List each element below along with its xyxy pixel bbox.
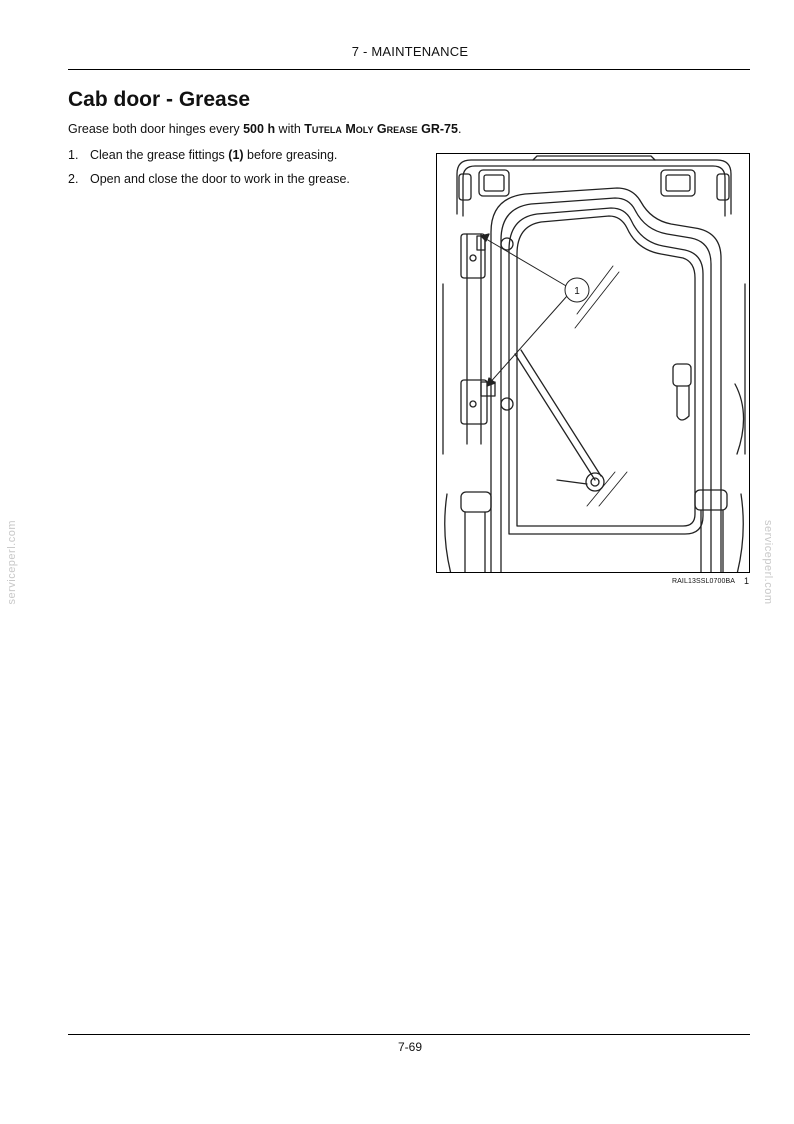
step-number: 1. — [68, 148, 79, 162]
step-item — [68, 148, 350, 162]
figure-callout-label: 1 — [574, 286, 580, 297]
grease-product-code: GR-75 — [417, 122, 458, 136]
figure-number: 1 — [744, 576, 750, 586]
step-text: Clean the grease fittings (1) before greasing. — [90, 148, 338, 162]
watermark-right: serviceperl.com — [762, 520, 774, 605]
page-number: 7-69 — [397, 1040, 423, 1054]
procedure-steps — [68, 148, 350, 196]
callout-ref: (1) — [228, 148, 244, 162]
intro-text-end: . — [457, 122, 462, 136]
grease-interval: 500 h — [243, 122, 276, 136]
footer-divider — [68, 1034, 750, 1035]
cab-door-illustration — [436, 153, 750, 573]
header-divider — [68, 69, 750, 70]
step-number: 2. — [68, 172, 79, 186]
step-item — [68, 172, 350, 186]
watermark-left: serviceperl.com — [6, 520, 18, 605]
intro-paragraph — [68, 122, 461, 136]
grease-product: Tutela Moly Grease — [304, 122, 418, 136]
running-header: 7 - MAINTENANCE — [351, 44, 469, 59]
step-text: Open and close the door to work in the grease. — [90, 172, 350, 186]
intro-text-before: Grease both door hinges every — [68, 122, 244, 136]
page-title: Cab door - Grease — [68, 88, 251, 111]
intro-text-middle: with — [275, 122, 305, 136]
figure-reference-code: RAIL13SSL0700BA — [672, 578, 735, 585]
